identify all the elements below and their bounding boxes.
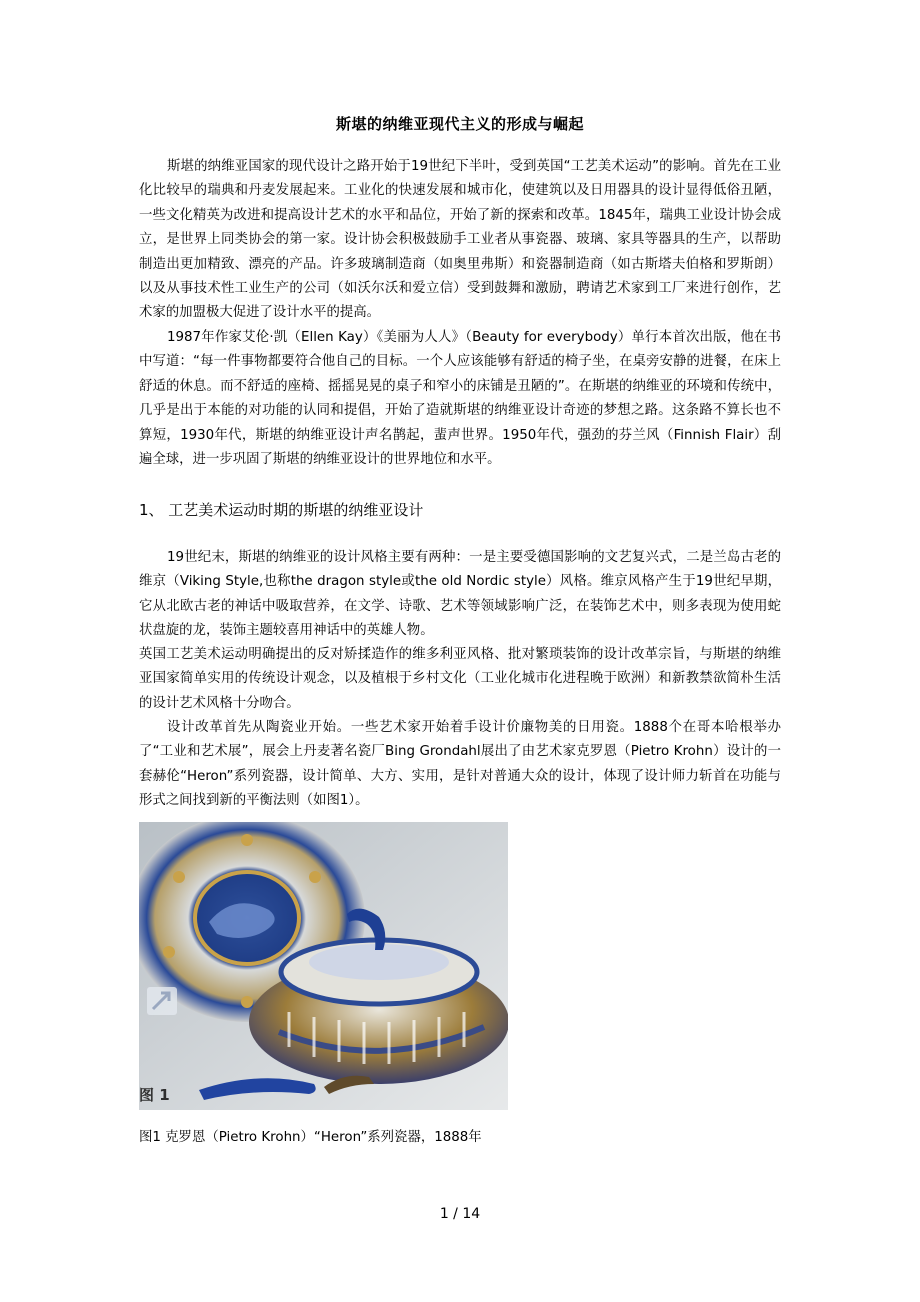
figure-porcelain-photo [139,822,508,1110]
page-title: 斯堪的纳维亚现代主义的形成与崛起 [335,115,584,133]
section-paragraph-2: 英国工艺美术运动明确提出的反对矫揉造作的维多利亚风格、批对繁琐装饰的设计改革宗旨，与斯堪的纳维亚国家简单实用的传统设计观念，以及植根于乡村文化（工业化城市化进程晚于欧洲）和新教禁欲简朴生活的设计艺术风格十分吻合。 [139,647,781,711]
page-number: 1 / 14 [439,1206,481,1222]
section-paragraph-1: 19世纪末，斯堪的纳维亚的设计风格主要有两种：一是主要受德国影响的文艺复兴式，二是兰岛古老的维京（Viking Style,也称the dragon style或the old Nordic style）风格。维京风格产生于19世纪早期，它从北欧古老的神话中吸取营养，在文学、诗歌、艺术等领域影响广泛，在装饰艺术中，则多表现为使用蛇状盘旋的龙，装饰主题较喜用神话中的英雄人物。 [139,550,781,639]
section-heading: 1、 工艺美术运动时期的斯堪的纳维亚设计 [139,501,424,519]
intro-paragraph-2: 1987年作家艾伦·凯（Ellen Kay）《美丽为人人》（Beauty for everybody）单行本首次出版，他在书中写道：“每一件事物都要符合他自己的目标。一个人应该能够有舒适的椅子坐，在桌旁安静的进餐，在床上舒适的休息。而不舒适的座椅、摇摇晃晃的桌子和窄小的床铺是丑陋的”。在斯堪的纳维亚的环境和传统中，几乎是出于本能的对功能的认同和提倡，开始了造就斯堪的纳维亚设计奇迹的梦想之路。这条路不算长也不算短，1930年代，斯堪的纳维亚设计声名鹊起，蜚声世界。1950年代，强劲的芬兰风（Finnish Flair）刮遍全球，进一步巩固了斯堪的纳维亚设计的世界地位和水平。 [139,330,781,468]
intro-paragraph-1: 斯堪的纳维亚国家的现代设计之路开始于19世纪下半叶，受到英国“工艺美术运动”的影响。首先在工业化比较早的瑞典和丹麦发展起来。工业化的快速发展和城市化，使建筑以及日用器具的设计显得低俗丑陋，一些文化精英为改进和提高设计艺术的水平和品位，开始了新的探索和改革。1845年，瑞典工业设计协会成立，是世界上同类协会的第一家。设计协会积极鼓励手工业者从事瓷器、玻璃、家具等器具的生产，以帮助制造出更加精致、漂亮的产品。许多玻璃制造商（如奥里弗斯）和瓷器制造商（如古斯塔夫伯格和罗斯朗）以及从事技术性工业生产的公司（如沃尔沃和爱立信）受到鼓舞和激励，聘请艺术家到工厂来进行创作，艺术家的加盟极大促进了设计水平的提高。 [139,159,781,321]
porcelain-illustration [139,822,508,1110]
section-paragraph-3: 设计改革首先从陶瓷业开始。一些艺术家开始着手设计价廉物美的日用瓷。1888个在哥本哈根举办了“工业和艺术展”，展会上丹麦著名瓷厂Bing Grondahl展出了由艺术家克罗恩（Pietro Krohn）设计的一套赫伦“Heron”系列瓷器，设计简单、大方、实用，是针对普通大众的设计，体现了设计师力斩首在功能与形式之间找到新的平衡法则（如图1）。 [139,720,781,809]
figure-label: 图 1 [139,1086,170,1104]
figure-caption: 图1 克罗恩（Pietro Krohn）“Heron”系列瓷器，1888年 [139,1130,482,1145]
